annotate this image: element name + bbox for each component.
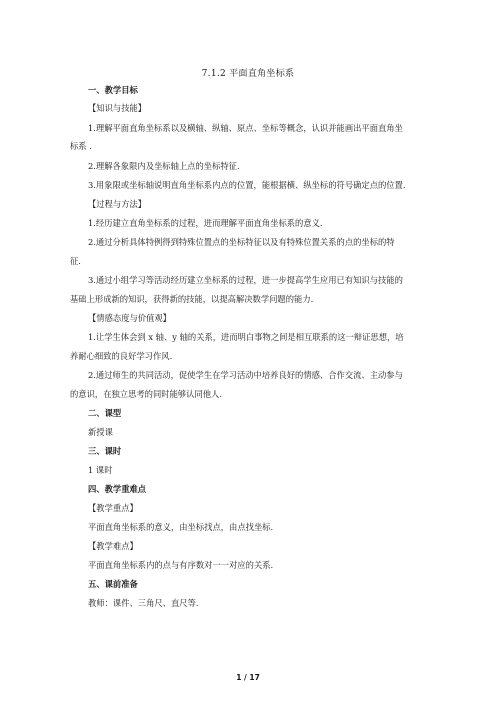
- paragraph-line: 的意识，在独立思考的同时能够认同他人.: [70, 389, 222, 399]
- paragraph-line: 2.理解各象限内及坐标轴上点的坐标特征.: [88, 161, 240, 171]
- section-heading-class-hours: 三、课时: [88, 446, 122, 456]
- paragraph-line: 征.: [70, 256, 81, 266]
- paragraph-line: 平面直角坐标系内的点与有序数对一一对应的关系.: [88, 560, 274, 570]
- subheading-knowledge-skills: 【知识与技能】: [88, 103, 147, 113]
- paragraph-line: 新授课: [88, 427, 113, 437]
- document-title: 7.1.2 平面直角坐标系: [201, 69, 295, 79]
- subheading-attitude-values: 【情感态度与价值观】: [88, 313, 171, 323]
- paragraph-line: 1.经历建立直角坐标系的过程，进而理解平面直角坐标系的意义.: [88, 218, 323, 228]
- subheading-process-methods: 【过程与方法】: [88, 199, 147, 209]
- page-number: 1 / 17: [236, 673, 260, 682]
- section-heading-objectives: 一、教学目标: [88, 85, 138, 95]
- subheading-key-points: 【教学重点】: [88, 503, 138, 513]
- paragraph-line: 1.理解平面直角坐标系以及横轴、纵轴、原点、坐标等概念，认识并能画出平面直角坐: [88, 123, 403, 133]
- paragraph-line: 3.通过小组学习等活动经历建立坐标系的过程，进一步提高学生应用已有知识与技能的: [88, 275, 403, 285]
- paragraph-line: 2.通过分析具体特例得到特殊位置点的坐标特征以及有特殊位置关系的点的坐标的特: [88, 237, 395, 247]
- paragraph-line: 基础上形成新的知识，获得新的技能，以提高解决数学问题的能力.: [70, 294, 314, 304]
- section-heading-preparation: 五、课前准备: [88, 579, 138, 589]
- section-heading-lesson-type: 二、课型: [88, 408, 122, 418]
- paragraph-line: 标系 .: [70, 141, 92, 151]
- paragraph-line: 1.让学生体会到 x 轴、y 轴的关系，进而明白事物之间是相互联系的这一辩证思想，培: [88, 332, 404, 342]
- subheading-difficult-points: 【教学难点】: [88, 541, 138, 551]
- section-heading-key-difficult-points: 四、教学重难点: [88, 484, 147, 494]
- paragraph-line: 1 课时: [88, 465, 113, 475]
- paragraph-line: 3.用象限或坐标轴说明直角坐标系内点的位置，能根据横、纵坐标的符号确定点的位置.: [88, 180, 406, 190]
- paragraph-line: 养耐心细致的良好学习作风.: [70, 351, 173, 361]
- paragraph-line: 教师：课件、三角尺、直尺等.: [88, 598, 199, 608]
- paragraph-line: 2.通过师生的共同活动，促使学生在学习活动中培养良好的情感、合作交流、主动参与: [88, 370, 403, 380]
- paragraph-line: 平面直角坐标系的意义，由坐标找点，由点找坐标.: [88, 522, 274, 532]
